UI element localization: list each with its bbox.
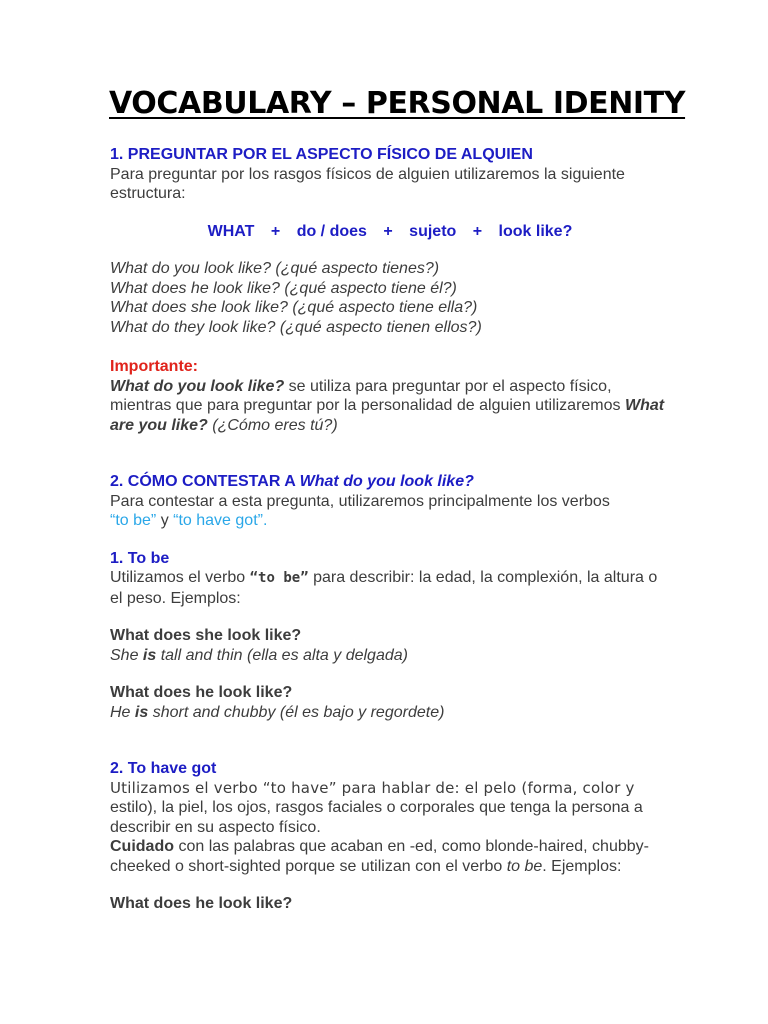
example-question: What does he look like?: [110, 684, 293, 701]
document-body: [110, 145, 670, 914]
important-paragraph: [110, 377, 670, 436]
section-2-heading-prefix: 2. CÓMO CONTESTAR A: [110, 473, 300, 490]
verb-to-have-got: “to have got”: [173, 512, 263, 529]
formula-what: WHAT: [207, 222, 255, 240]
important-text: se utiliza para preguntar por el aspecto físico, mientras que para preguntar por la personalidad de alguien utilizaremos: [110, 377, 625, 414]
answer-verb: is: [142, 646, 157, 664]
page-title: VOCABULARY – PERSONAL IDENITY: [109, 86, 686, 121]
section-2-verbs: [110, 511, 670, 531]
example-line: What does he look like? (¿qué aspecto tiene él?): [110, 279, 457, 297]
section-2-intro: Para contestar a esta pregunta, utilizaremos principalmente los verbos: [110, 492, 610, 510]
answer-subject: She: [110, 646, 143, 664]
section-2-heading: [110, 472, 670, 492]
example-line: What do they look like? (¿qué aspecto tienen ellos?): [110, 318, 482, 336]
formula-do-does: do / does: [296, 222, 367, 240]
formula-sujeto: sujeto: [409, 222, 457, 240]
answer-verb: is: [134, 703, 149, 721]
answer-rest: tall and thin (ella es alta y delgada): [156, 646, 408, 664]
example-answer: [110, 646, 670, 666]
structure-formula: [110, 222, 670, 242]
verb-end: .: [262, 512, 268, 529]
section-1-heading: 1. PREGUNTAR POR EL ASPECTO FÍSICO DE ALQUIEN: [110, 146, 533, 163]
formula-plus: +: [270, 222, 281, 240]
caution-text: con las palabras que acaban en -ed, como blonde-haired, chubby-cheeked o short-sighted porque se utilizan con el verbo: [110, 838, 649, 875]
answer-rest: short and chubby (él es bajo y regordete): [148, 703, 445, 721]
to-have-got-first-line: Utilizamos el verbo “to have” para hablar de: el pelo (forma, color y: [110, 778, 635, 797]
verb-join: y: [156, 512, 174, 529]
important-translation: (¿Cómo eres tú?): [207, 416, 338, 434]
caution-paragraph: [110, 837, 670, 876]
answer-subject: He: [110, 703, 135, 721]
to-be-heading: 1. To be: [110, 549, 170, 567]
caution-label: Cuidado: [110, 838, 174, 855]
formula-plus: +: [472, 222, 483, 240]
formula-look-like: look like?: [498, 222, 573, 240]
to-be-verb: “to be”: [249, 570, 309, 586]
formula-plus: +: [383, 222, 393, 240]
section-2-heading-question: What do you look like?: [299, 473, 474, 490]
section-1-intro: Para preguntar por los rasgos físicos de alguien utilizaremos la siguiente estructura:: [110, 165, 625, 202]
caution-end: . Ejemplos:: [542, 857, 622, 875]
question-are-you-like: What are you like?: [110, 397, 665, 434]
to-have-got-heading: 2. To have got: [110, 760, 217, 777]
example-question: What does she look like?: [110, 627, 302, 644]
example-line: What do you look like? (¿qué aspecto tienes?): [110, 260, 440, 277]
caution-verb: to be: [506, 857, 543, 875]
example-line: What does she look like? (¿qué aspecto tiene ella?): [110, 299, 478, 316]
example-question: What does he look like?: [110, 895, 293, 912]
verb-to-be: “to be”: [110, 512, 157, 529]
question-look-like: What do you look like?: [110, 377, 285, 395]
to-be-paragraph: [110, 568, 670, 608]
important-label: Importante:: [110, 358, 198, 375]
to-be-text-b: para describir: la edad, la complexión, la altura o el peso. Ejemplos:: [110, 569, 658, 607]
to-be-text-a: Utilizamos el verbo: [110, 569, 250, 586]
to-have-got-paragraph: estilo), la piel, los ojos, rasgos faciales o corporales que tenga la persona a describir en su aspecto físico.: [110, 799, 643, 836]
example-answer: [110, 703, 670, 723]
